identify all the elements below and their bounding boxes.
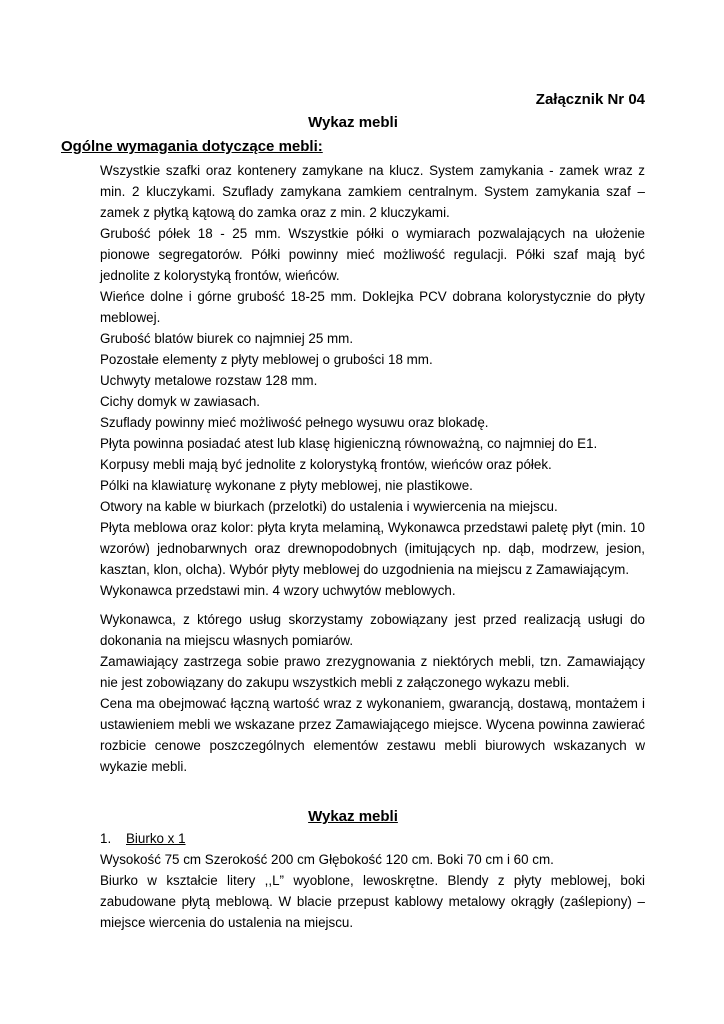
paragraph: Wykonawca przedstawi min. 4 wzory uchwytów meblowych. (100, 583, 456, 598)
paragraph: Płyta meblowa oraz kolor: płyta kryta melaminą, Wykonawca przedstawi paletę płyt (min. 10 wzorów) jednobarwnych oraz drewnopodobnych (imitujących np. dąb, modrzew, jesion, kasztan, klon, olcha). Wybór płyty meblowej do uzgodnienia na miejscu z Zamawiającym. (100, 520, 645, 577)
paragraph: Korpusy mebli mają być jednolite z kolorystyką frontów, wieńców oraz półek. (100, 457, 552, 472)
paragraph: Otwory na kable w biurkach (przelotki) do ustalenia i wywiercenia na miejscu. (100, 499, 558, 514)
annex-label: Załącznik Nr 04 (535, 91, 645, 108)
general-requirements-block (61, 160, 645, 601)
general-requirements-heading: Ogólne wymagania dotyczące mebli: (61, 138, 323, 155)
paragraph: Płyta powinna posiadać atest lub klasę higieniczną równoważną, co najmniej do E1. (100, 436, 598, 451)
list-item-number: 1. (100, 831, 112, 846)
list-item-name: Biurko x 1 (126, 831, 186, 846)
paragraph: Wieńce dolne i górne grubość 18-25 mm. Doklejka PCV dobrana kolorystycznie do płyty meblowej. (100, 289, 645, 325)
paragraph: Cichy domyk w zawiasach. (100, 394, 260, 409)
paragraph: Zamawiający zastrzega sobie prawo zrezygnowania z niektórych mebli, tzn. Zamawiający nie jest zobowiązany do zakupu wszystkich mebli z załączonego wykazu mebli. (100, 654, 645, 690)
list-item-description: Biurko w kształcie litery ,,L” wyoblone, lewoskrętne. Blendy z płyty meblowej, boki zabudowane płytą meblową. W blacie przepust kablowy metalowy okrągły (zaślepiony) – miejsce wiercenia do ustalenia na miejscu. (100, 873, 645, 930)
furniture-list-item (100, 828, 645, 933)
furniture-list-heading: Wykaz mebli (308, 808, 398, 825)
paragraph: Szuflady powinny mieć możliwość pełnego wysuwu oraz blokadę. (100, 415, 489, 430)
paragraph: Wykonawca, z którego usług skorzystamy zobowiązany jest przed realizacją usługi do dokonania na miejscu własnych pomiarów. (100, 612, 645, 648)
paragraph: Grubość blatów biurek co najmniej 25 mm. (100, 331, 354, 346)
document-title: Wykaz mebli (308, 114, 398, 131)
paragraph: Cena ma obejmować łączną wartość wraz z wykonaniem, gwarancją, dostawą, montażem i ustawieniem mebli we wskazane przez Zamawiającego miejsce. Wycena powinna zawierać rozbicie cenowe poszczególnych elementów zestawu mebli biurowych wskazanych w wykazie mebli. (100, 696, 645, 774)
paragraph: Pólki na klawiaturę wykonane z płyty meblowej, nie plastikowe. (100, 478, 473, 493)
paragraph: Pozostałe elementy z płyty meblowej o grubości 18 mm. (100, 352, 433, 367)
paragraph: Grubość półek 18 - 25 mm. Wszystkie półki o wymiarach pozwalających na ułożenie pionowe segregatorów. Półki powinny mieć możliwość regulacji. Półki szaf mają być jednolite z kolorystyką frontów, wieńców. (100, 226, 645, 283)
closing-notes-block (61, 609, 645, 777)
paragraph: Uchwyty metalowe rozstaw 128 mm. (100, 373, 318, 388)
paragraph: Wszystkie szafki oraz kontenery zamykane na klucz. System zamykania - zamek wraz z min. 2 kluczykami. Szuflady zamykana zamkiem centralnym. System zamykania szaf – zamek z płytką kątową do zamka oraz z min. 2 kluczykami. (100, 163, 645, 220)
list-item-title-row (100, 828, 645, 849)
list-item-dimensions: Wysokość 75 cm Szerokość 200 cm Głębokość 120 cm. Boki 70 cm i 60 cm. (100, 852, 554, 867)
